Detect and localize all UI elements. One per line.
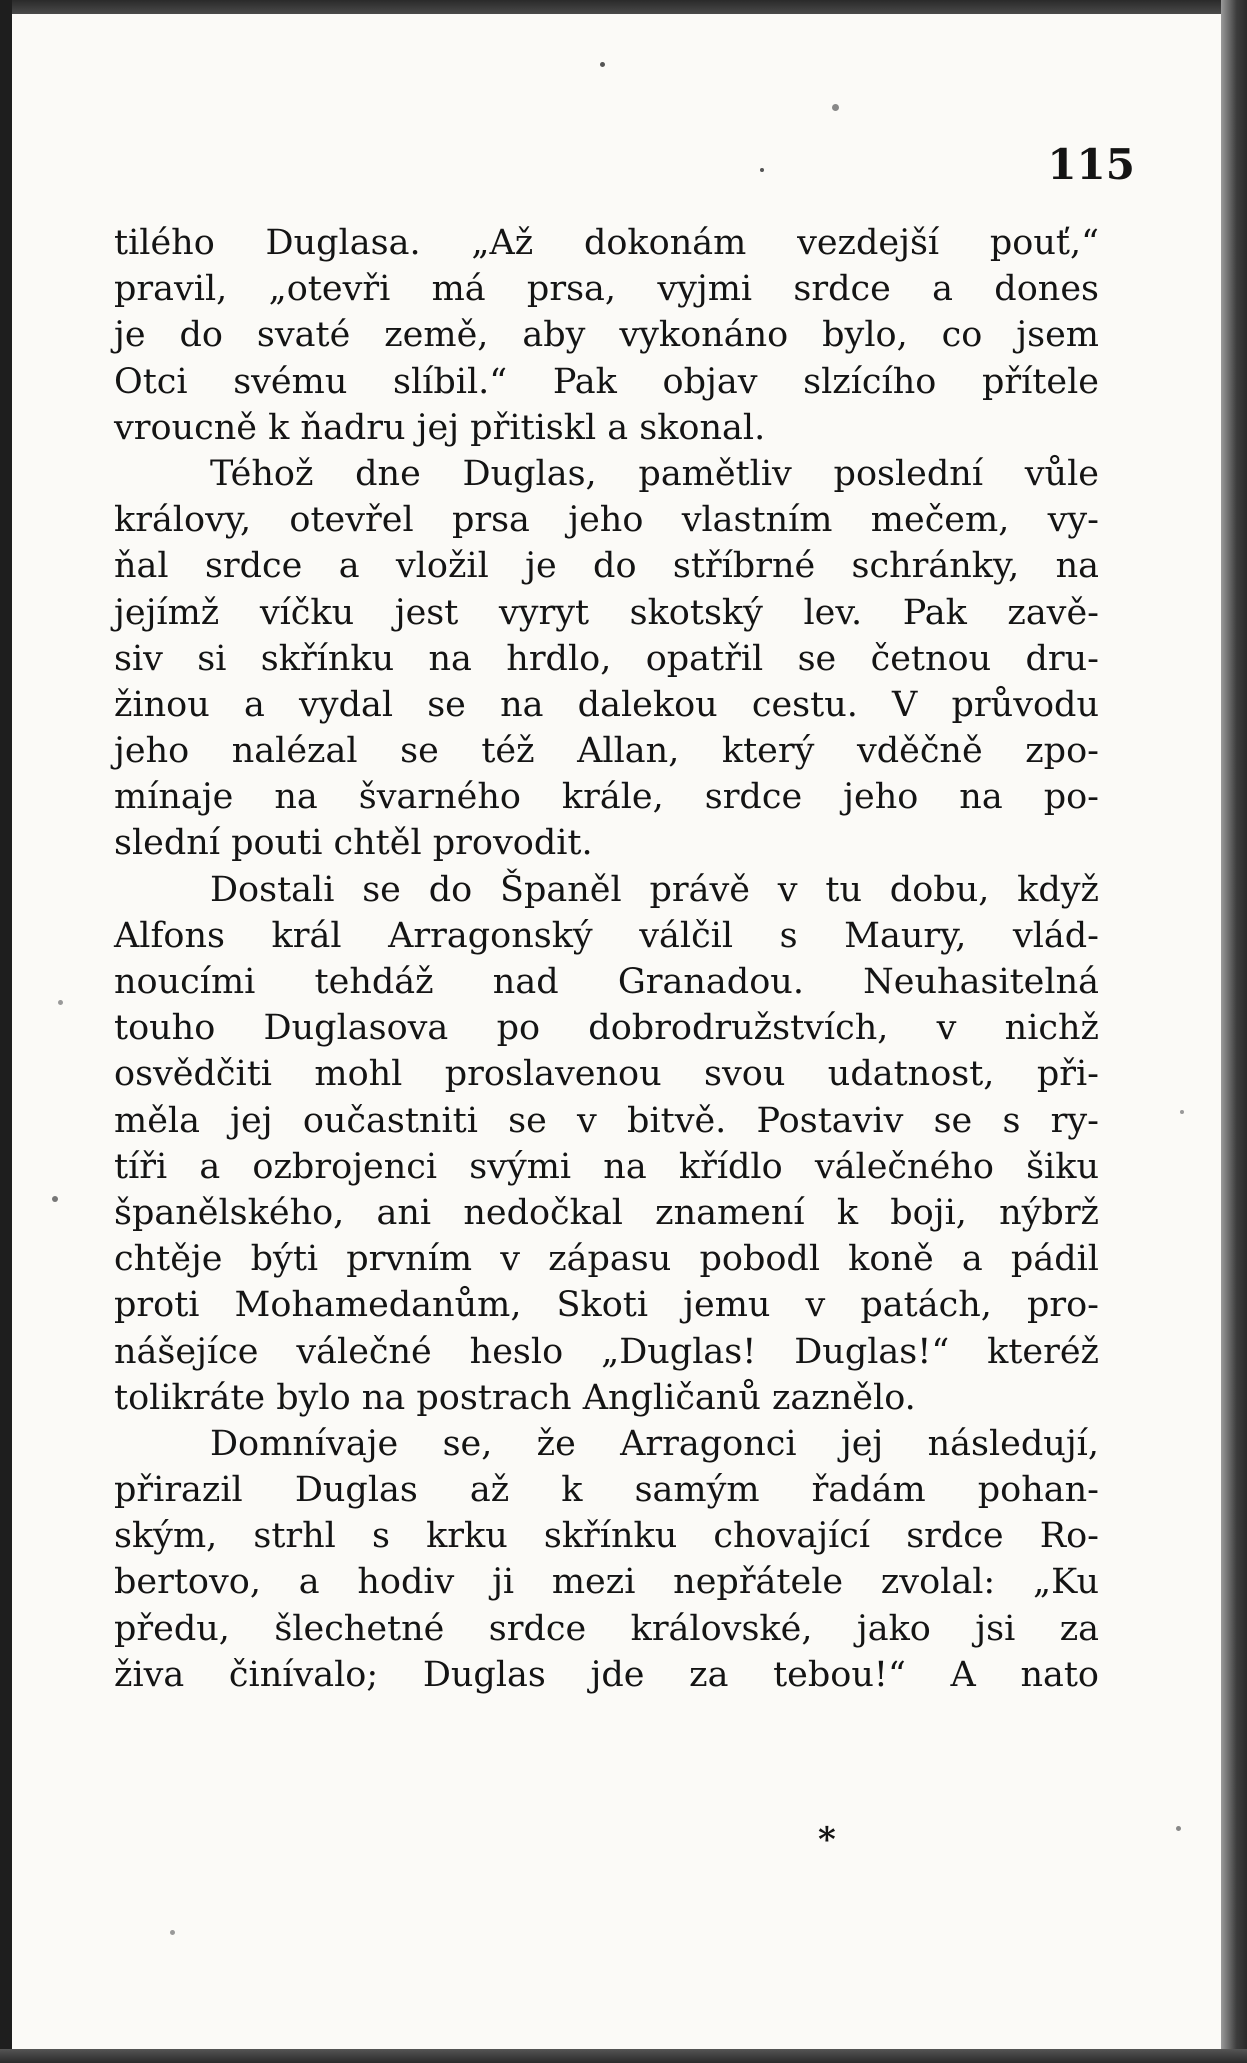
text-line: slední pouti chtěl provodit.	[114, 823, 593, 864]
text-line: Téhož dne Duglas, pamětliv poslední vůle	[210, 453, 1099, 494]
scan-edge-right	[1221, 0, 1247, 2063]
text-line: mínaje na švarného krále, srdce jeho na po-	[114, 777, 1099, 818]
paragraph	[114, 220, 1099, 451]
print-speck	[600, 62, 605, 67]
text-line: živa činívalo; Duglas jde za tebou!“ A nato	[114, 1654, 1099, 1695]
text-line: Domnívaje se, že Arragonci jej následují,	[210, 1423, 1099, 1464]
paragraph	[114, 867, 1099, 1421]
text-line: jeho nalézal se též Allan, který vděčně zpo-	[114, 731, 1099, 772]
text-line: žinou a vydal se na dalekou cestu. V průvodu	[114, 684, 1099, 725]
scan-edge-top	[0, 0, 1247, 14]
text-line: královy, otevřel prsa jeho vlastním mečem, vy-	[114, 500, 1099, 541]
paragraph	[114, 451, 1099, 867]
print-speck	[52, 1196, 58, 1202]
signature-mark: *	[818, 1820, 836, 1860]
text-line: tilého Duglasa. „Až dokonám vezdejší pouť,“	[114, 223, 1099, 263]
text-line: Dostali se do Španěl právě v tu dobu, když	[210, 869, 1099, 910]
page-number: 115	[1047, 140, 1135, 189]
text-line: ským, strhl s krku skřínku chovající srdce Ro-	[114, 1516, 1099, 1557]
print-speck	[832, 104, 839, 111]
text-line: vroucně k ňadru jej přitiskl a skonal.	[114, 407, 766, 448]
text-line: Otci svému slíbil.“ Pak objav slzícího přítele	[114, 361, 1099, 402]
scan-edge-bottom	[0, 2049, 1247, 2063]
text-line: nášejíce válečné heslo „Duglas! Duglas!“ kteréž	[114, 1331, 1099, 1372]
print-speck	[1176, 1826, 1181, 1831]
print-speck	[760, 168, 764, 172]
paragraph	[114, 1421, 1099, 1698]
text-line: jejímž víčku jest vyryt skotský lev. Pak zavě-	[114, 592, 1099, 633]
text-line: bertovo, a hodiv ji mezi nepřátele zvolal: „Ku	[114, 1562, 1099, 1603]
text-line: měla jej oučastniti se v bitvě. Postaviv se s ry-	[114, 1100, 1099, 1141]
text-line: pravil, „otevři má prsa, vyjmi srdce a dones	[114, 269, 1099, 310]
print-speck	[170, 1930, 175, 1935]
text-line: tíři a ozbrojenci svými na křídlo válečného šiku	[114, 1146, 1099, 1187]
text-line: předu, šlechetné srdce královské, jako jsi za	[114, 1608, 1099, 1649]
text-line: ňal srdce a vložil je do stříbrné schránky, na	[114, 546, 1099, 587]
text-line: Alfons král Arragonský válčil s Maury, vlád-	[114, 915, 1099, 956]
body-text	[114, 220, 1099, 1698]
text-line: touho Duglasova po dobrodružstvích, v nichž	[114, 1008, 1099, 1049]
text-line: proti Mohamedanům, Skoti jemu v patách, pro-	[114, 1285, 1099, 1326]
text-line: chtěje býti prvním v zápasu pobodl koně a pádil	[114, 1239, 1099, 1280]
text-line: je do svaté země, aby vykonáno bylo, co jsem	[114, 315, 1099, 356]
text-line: tolikráte bylo na postrach Angličanů zaznělo.	[114, 1377, 916, 1418]
scan-edge-left	[0, 0, 12, 2063]
text-line: osvědčiti mohl proslavenou svou udatnost, při-	[114, 1054, 1099, 1095]
print-speck	[58, 1000, 63, 1005]
text-line: siv si skřínku na hrdlo, opatřil se četnou dru-	[114, 638, 1099, 679]
text-line: noucími tehdáž nad Granadou. Neuhasitelná	[114, 962, 1099, 1002]
text-line: přirazil Duglas až k samým řadám pohan-	[114, 1470, 1099, 1511]
text-line: španělského, ani nedočkal znamení k boji, nýbrž	[114, 1192, 1099, 1233]
print-speck	[1180, 1110, 1184, 1114]
